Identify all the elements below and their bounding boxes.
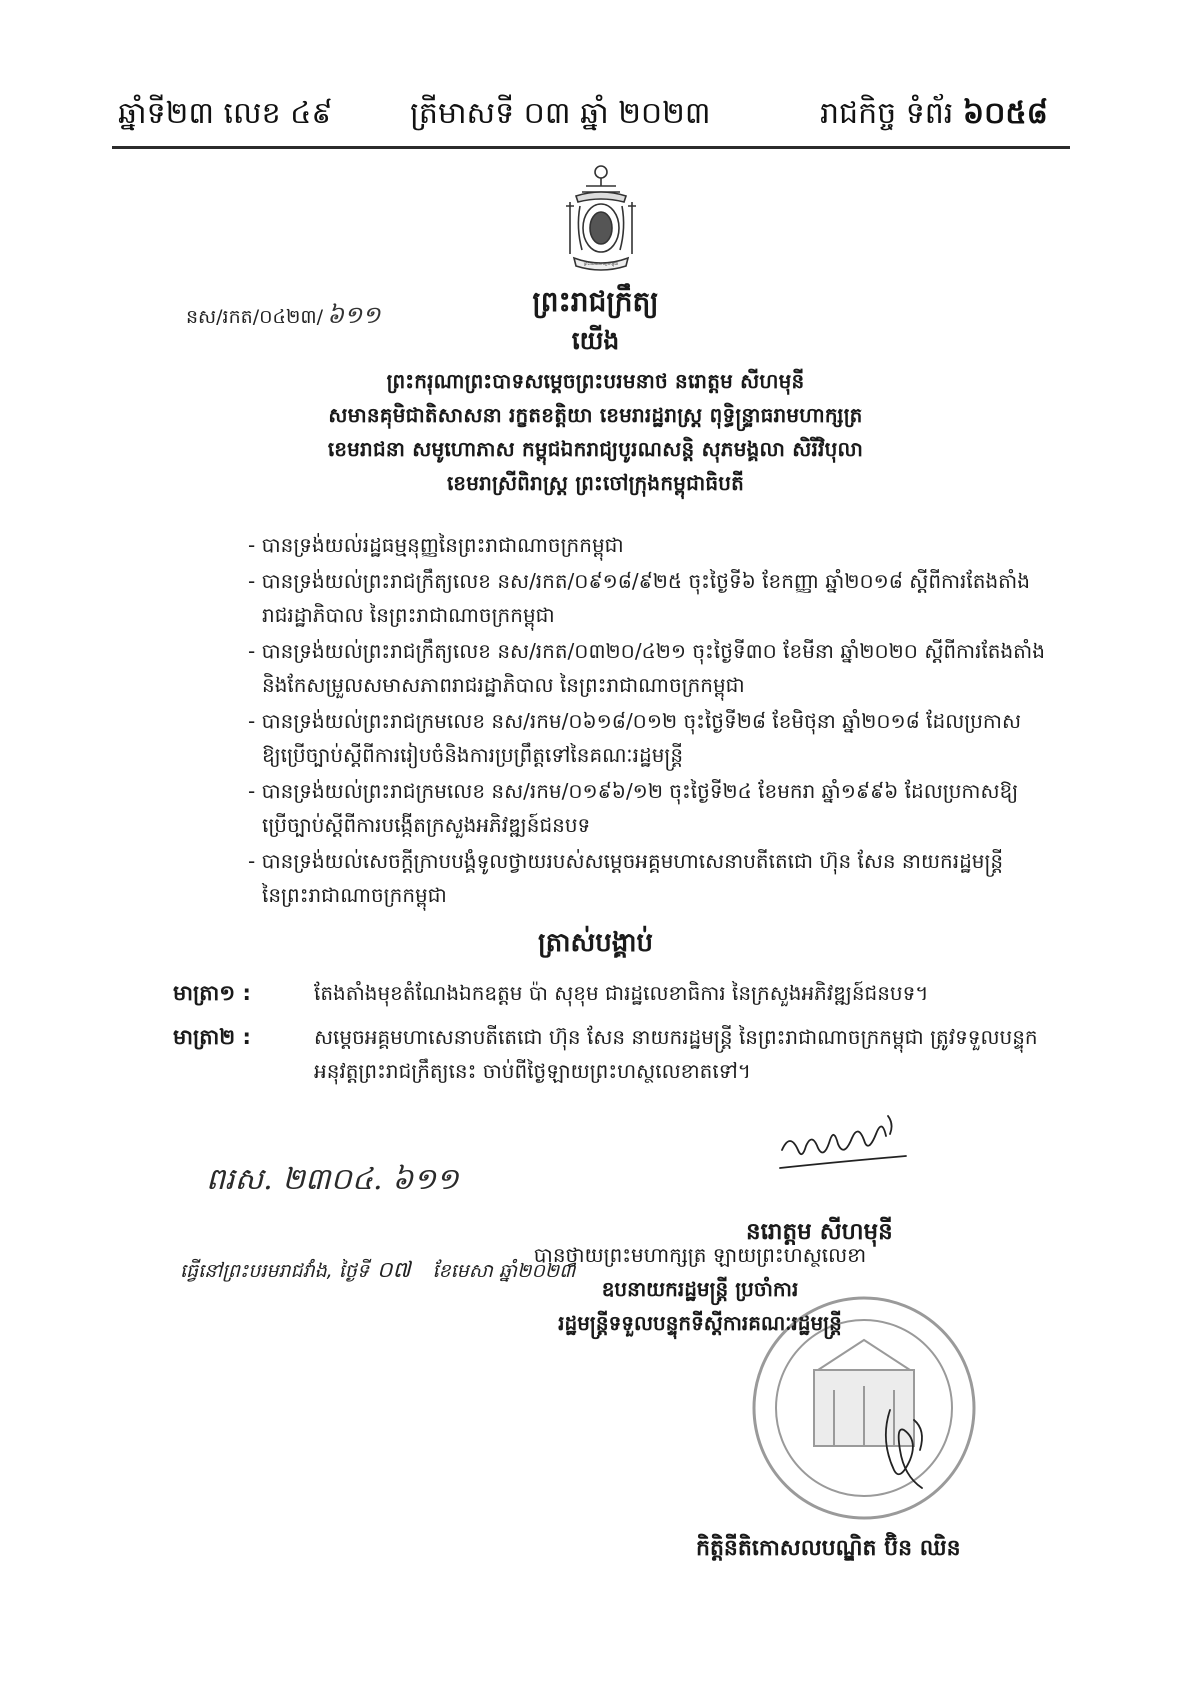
minister-signature [870,1400,940,1500]
king-name: នរោត្តម សីហមុនី [746,1219,893,1245]
certifier-name: កិត្តិនីតិកោសលបណ្ឌិត ប៊ិន ឈិន [696,1536,961,1561]
gazette-page-number: ៦០៥៨ [962,96,1048,131]
article-text: សម្តេចអគ្គមហាសេនាបតីតេជោ ហ៊ុន សែន នាយករដ្ឋមន្ត្រី នៃព្រះរាជាណាចក្រកម្ពុជា ត្រូវទទួលបន្ទុក [314,1025,1038,1049]
article-label: មាត្រា១ : [173,981,251,1005]
countersign-line: រដ្ឋមន្ត្រីទទួលបន្ទុកទីស្តីការគណៈរដ្ឋមន្ត្រី [558,1311,842,1335]
consideration-continuation: និងកែសម្រួលសមាសភាពរាជរដ្ឋាភិបាល នៃព្រះរាជាណាចក្រកម្ពុជា [262,673,745,697]
gazette-date: ត្រីមាសទី ០៣ ឆ្នាំ ២០២៣ [410,96,711,131]
consideration-continuation: ឱ្យប្រើច្បាប់ស្តីពីការរៀបចំនិងការប្រព្រឹត្តទៅនៃគណៈរដ្ឋមន្ត្រី [262,743,684,767]
emblem-ribbon-text: ព្រះរាជាណាចក្រកម្ពុជា [583,261,619,266]
article-continuation: អនុវត្តព្រះរាជក្រឹត្យនេះ ចាប់ពីថ្ងៃឡាយព្រះហស្ថលេខាតទៅ។ [314,1059,751,1083]
handwritten-reference: ពរស. ២៣០៤. ៦១១ [206,1162,459,1197]
countersign-line: បានថ្វាយព្រះមហាក្សត្រ ឡាយព្រះហស្ថលេខា [533,1243,867,1267]
decree-number-printed: នស/រកត/០៤២៣/ [186,306,324,328]
royal-title-line: ព្រះករុណាព្រះបាទសម្តេចព្រះបរមនាថ នរោត្តម សីហមុនី [386,369,805,393]
we-heading: យើង [571,326,620,355]
royal-title-line: ខេមរាជនា សមូហោភាស កម្ពុជឯករាជ្យបូរណសន្តិ សុភមង្គលា សិរីវិបុលា [327,437,864,461]
place-date-prefix: ធ្វើនៅព្រះបរមរាជវាំង, ថ្ងៃទី [180,1260,369,1282]
header-divider [112,146,1070,149]
decides-heading: ត្រាស់បង្គាប់ [537,928,654,958]
countersign-line: ឧបនាយករដ្ឋមន្ត្រី ប្រចាំការ [601,1277,799,1301]
place-date-day: ០៧ [376,1258,411,1283]
consideration-line: - បានទ្រង់យល់ព្រះរាជក្រឹត្យលេខ នស/រកត/០៩១៨/៩២៥ ចុះថ្ងៃទី៦ ខែកញ្ញា ឆ្នាំ២០១៨ ស្តីពីការតែងតាំង [248,569,1030,593]
consideration-line: - បានទ្រង់យល់ព្រះរាជក្រមលេខ នស/រកម/០៦១៨/០១២ ចុះថ្ងៃទី២៨ ខែមិថុនា ឆ្នាំ២០១៨ ដែលប្រកាស [248,709,1021,733]
gazette-year-issue: ឆ្នាំទី២៣ លេខ ៤៩ [118,96,333,131]
royal-title-line: សមានគុមិជាតិសាសនា រក្ខតខត្តិយា ខេមរារដ្ឋរាស្ត្រ ពុទ្ធិន្ទ្រាធរាមហាក្សត្រ [328,403,863,427]
consideration-continuation: នៃព្រះរាជាណាចក្រកម្ពុជា [262,883,447,907]
consideration-line: - បានទ្រង់យល់ព្រះរាជក្រឹត្យលេខ នស/រកត/០៣២០/៤២១ ចុះថ្ងៃទី៣០ ខែមីនា ឆ្នាំ២០២០ ស្តីពីការតែងតាំង [248,639,1045,663]
consideration-continuation: ប្រើច្បាប់ស្តីពីការបង្កើតក្រសួងអភិវឌ្ឍន៍ជនបទ [262,813,591,837]
consideration-line: - បានទ្រង់យល់រដ្ឋធម្មនុញ្ញនៃព្រះរាជាណាចក្រកម្ពុជា [248,533,624,557]
royal-title-line: ខេមរាស្រីពិរាស្ត្រ ព្រះចៅក្រុងកម្ពុជាធិបតី [446,471,745,495]
gazette-page [820,94,1048,138]
article-text: តែងតាំងមុខតំណែងឯកឧត្តម ប៉ា សុខុម ជារដ្ឋលេខាធិការ នៃក្រសួងអភិវឌ្ឍន៍ជនបទ។ [314,981,929,1005]
royal-coat-of-arms-icon [556,162,646,278]
king-signature [776,1110,914,1176]
consideration-line: - បានទ្រង់យល់ព្រះរាជក្រមលេខ នស/រកម/០១៩៦/១២ ចុះថ្ងៃទី២៤ ខែមករា ឆ្នាំ១៩៩៦ ដែលប្រកាសឱ្យ [248,779,1019,803]
decree-number-handwritten: ៦១១ [327,301,381,329]
consideration-continuation: រាជរដ្ឋាភិបាល នៃព្រះរាជាណាចក្រកម្ពុជា [262,603,555,627]
consideration-line: - បានទ្រង់យល់សេចក្តីក្រាបបង្គំទូលថ្វាយរបស់សម្តេចអគ្គមហាសេនាបតីតេជោ ហ៊ុន សែន នាយករដ្ឋមន្ត្រី [248,849,1004,873]
gazette-page-prefix: រាជកិច្ច ទំព័រ [820,96,963,131]
decree-title: ព្រះរាជក្រឹត្យ [532,285,659,318]
article-label: មាត្រា២ : [173,1025,251,1049]
place-date-month-year: ខែមេសា ឆ្នាំ២០២៣ [432,1260,576,1282]
